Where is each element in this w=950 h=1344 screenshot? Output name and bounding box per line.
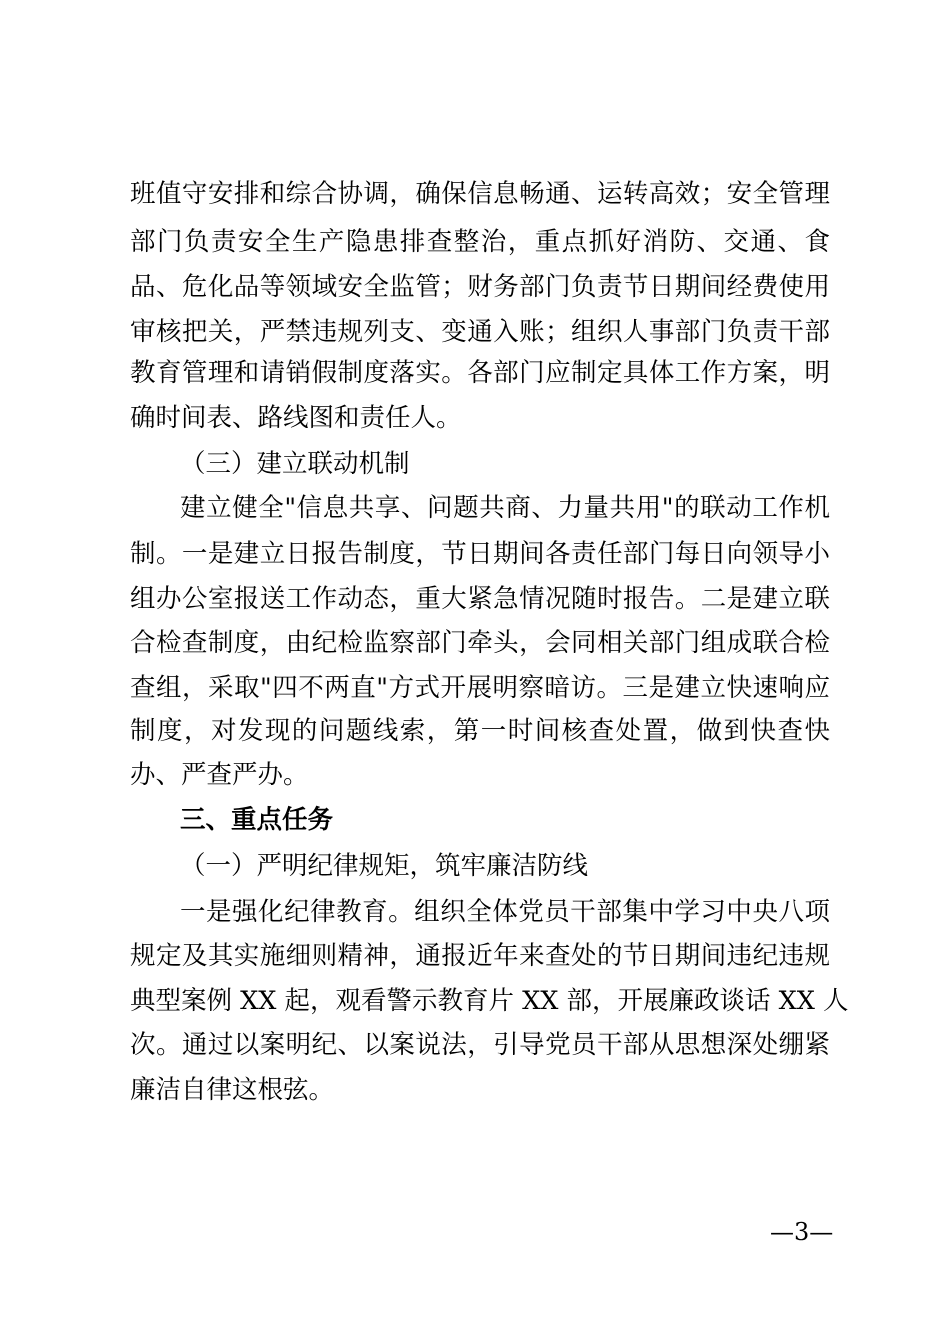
paragraph-line: 组办公室报送工作动态，重大紧急情况随时报告。二是建立联 [130, 584, 830, 614]
paragraph-line: 办、严查严办。 [130, 760, 309, 790]
paragraph-line: 制。一是建立日报告制度，节日期间各责任部门每日向领导小 [130, 539, 830, 569]
paragraph-line: 规定及其实施细则精神，通报近年来查处的节日期间违纪违规 [130, 941, 830, 971]
paragraph-line: 典型案例 XX 起，观看警示教育片 XX 部，开展廉政谈话 XX 人 [130, 986, 849, 1016]
paragraph-line: 制度，对发现的问题线索，第一时间核查处置，做到快查快 [130, 716, 830, 746]
paragraph-line: 合检查制度，由纪检监察部门牵头，会同相关部门组成联合检 [130, 628, 830, 658]
paragraph-line: 教育管理和请销假制度落实。各部门应制定具体工作方案，明 [130, 358, 830, 388]
section-heading-key-tasks: 三、重点任务 [180, 805, 334, 835]
paragraph-line: 品、危化品等领域安全监管；财务部门负责节日期间经费使用 [130, 272, 830, 302]
paragraph-line: 廉洁自律这根弦。 [130, 1075, 335, 1105]
subheading-linkage-mechanism: （三）建立联动机制 [180, 449, 410, 479]
paragraph-line: 一是强化纪律教育。组织全体党员干部集中学习中央八项 [180, 897, 830, 927]
paragraph-line: 部门负责安全生产隐患排查整治，重点抓好消防、交通、食 [130, 227, 830, 257]
paragraph-line: 查组，采取"四不两直"方式开展明察暗访。三是建立快速响应 [130, 673, 830, 703]
paragraph-line: 审核把关，严禁违规列支、变通入账；组织人事部门负责干部 [130, 317, 830, 347]
page-number: —3— [770, 1218, 834, 1246]
paragraph-line: 次。通过以案明纪、以案说法，引导党员干部从思想深处绷紧 [130, 1030, 830, 1060]
paragraph-line: 班值守安排和综合协调，确保信息畅通、运转高效；安全管理 [130, 179, 830, 209]
paragraph-line: 确时间表、路线图和责任人。 [130, 403, 462, 433]
subheading-discipline: （一）严明纪律规矩，筑牢廉洁防线 [180, 851, 589, 881]
paragraph-line: 建立健全"信息共享、问题共商、力量共用"的联动工作机 [180, 493, 830, 523]
